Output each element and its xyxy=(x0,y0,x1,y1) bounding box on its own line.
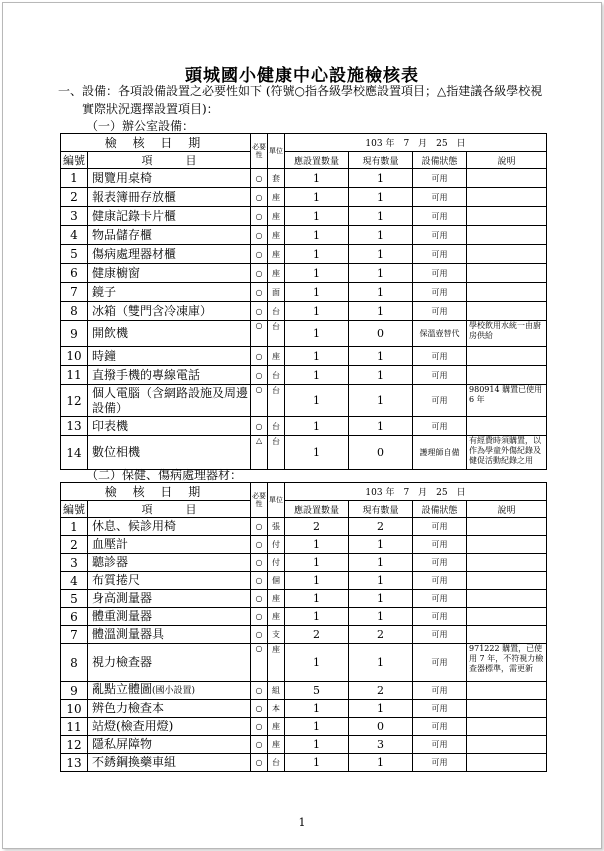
item-name: 冰箱（雙門含冷凍庫） xyxy=(88,302,251,321)
table-row xyxy=(61,385,547,417)
item-name: 布質捲尺 xyxy=(88,572,251,590)
required-mark: ○ xyxy=(251,347,268,366)
required-mark: ○ xyxy=(251,417,268,436)
status: 可用 xyxy=(413,188,467,207)
row-number: 14 xyxy=(61,436,88,470)
qty-current: 1 xyxy=(349,283,413,302)
qty-required: 1 xyxy=(285,385,349,417)
row-number: 12 xyxy=(61,736,88,754)
table-row xyxy=(61,590,547,608)
item-name: 直撥手機的專線電話 xyxy=(88,366,251,385)
status: 可用 xyxy=(413,536,467,554)
qty-current: 1 xyxy=(349,385,413,417)
qty-required: 1 xyxy=(285,207,349,226)
note xyxy=(467,366,547,385)
table-row xyxy=(61,436,547,470)
note xyxy=(467,590,547,608)
row-number: 3 xyxy=(61,554,88,572)
note xyxy=(467,536,547,554)
status: 保溫壺替代 xyxy=(413,321,467,347)
row-number: 6 xyxy=(61,608,88,626)
unit: 座 xyxy=(268,245,285,264)
table-row xyxy=(61,302,547,321)
qty-required: 1 xyxy=(285,366,349,385)
row-number: 2 xyxy=(61,536,88,554)
note: 971222 購置，已使用 7 年，不符視力檢查器標準，需更新 xyxy=(467,644,547,682)
status: 可用 xyxy=(413,518,467,536)
unit: 台 xyxy=(268,366,285,385)
qty-current: 1 xyxy=(349,347,413,366)
row-number: 6 xyxy=(61,264,88,283)
required-mark: ○ xyxy=(251,264,268,283)
qty-current: 0 xyxy=(349,718,413,736)
item-name: 印表機 xyxy=(88,417,251,436)
qty-current: 1 xyxy=(349,245,413,264)
status: 可用 xyxy=(413,572,467,590)
header-check-date: 檢 核 日 期 xyxy=(61,134,251,152)
status: 可用 xyxy=(413,264,467,283)
unit: 座 xyxy=(268,736,285,754)
table-row xyxy=(61,736,547,754)
item-name xyxy=(88,682,251,700)
header-number: 編號 xyxy=(61,152,88,169)
qty-current: 1 xyxy=(349,207,413,226)
qty-current: 1 xyxy=(349,366,413,385)
table-row xyxy=(61,554,547,572)
qty-required: 1 xyxy=(285,572,349,590)
qty-current: 2 xyxy=(349,682,413,700)
required-mark: ○ xyxy=(251,385,268,417)
note xyxy=(467,417,547,436)
table-row xyxy=(61,644,547,682)
status: 可用 xyxy=(413,245,467,264)
item-name-text: 亂點立體圖 xyxy=(92,682,153,696)
header-qty-required: 應設置數量 xyxy=(285,152,349,169)
unit: 個 xyxy=(268,572,285,590)
qty-required: 5 xyxy=(285,682,349,700)
status: 可用 xyxy=(413,608,467,626)
note xyxy=(467,302,547,321)
item-name: 報表簿冊存放櫃 xyxy=(88,188,251,207)
qty-required: 1 xyxy=(285,554,349,572)
required-mark: ○ xyxy=(251,207,268,226)
item-name: 開飲機 xyxy=(88,321,251,347)
qty-required: 1 xyxy=(285,245,349,264)
header-check-date: 檢 核 日 期 xyxy=(61,483,251,501)
item-name: 數位相機 xyxy=(88,436,251,470)
unit: 本 xyxy=(268,700,285,718)
note: 有經費時須購置，以作為學童外傷紀錄及健促活動紀錄之用 xyxy=(467,436,547,470)
unit: 支 xyxy=(268,626,285,644)
note xyxy=(467,608,547,626)
item-name-suffix: (國小設置) xyxy=(152,686,196,696)
status: 可用 xyxy=(413,626,467,644)
table-row xyxy=(61,169,547,188)
row-number: 7 xyxy=(61,283,88,302)
unit: 台 xyxy=(268,302,285,321)
table-row xyxy=(61,321,547,347)
row-number: 3 xyxy=(61,207,88,226)
row-number: 5 xyxy=(61,245,88,264)
note xyxy=(467,626,547,644)
header-qty-required: 應設置數量 xyxy=(285,501,349,518)
item-name: 聽診器 xyxy=(88,554,251,572)
table-row xyxy=(61,417,547,436)
unit: 台 xyxy=(268,754,285,772)
section-2-label: （二）保健、傷病處理器材： xyxy=(86,468,243,482)
qty-required: 1 xyxy=(285,644,349,682)
required-mark: ○ xyxy=(251,608,268,626)
qty-current: 1 xyxy=(349,302,413,321)
status: 可用 xyxy=(413,754,467,772)
qty-current: 1 xyxy=(349,264,413,283)
table-row xyxy=(61,754,547,772)
note: 學校飲用水統一由廚房供給 xyxy=(467,321,547,347)
unit: 座 xyxy=(268,188,285,207)
qty-current: 1 xyxy=(349,644,413,682)
note xyxy=(467,700,547,718)
required-mark: ○ xyxy=(251,518,268,536)
item-name: 不銹鋼換藥車組 xyxy=(88,754,251,772)
table-row xyxy=(61,572,547,590)
table-row xyxy=(61,700,547,718)
qty-current: 1 xyxy=(349,417,413,436)
qty-current: 1 xyxy=(349,590,413,608)
unit: 台 xyxy=(268,417,285,436)
row-number: 5 xyxy=(61,590,88,608)
note xyxy=(467,554,547,572)
qty-required: 1 xyxy=(285,283,349,302)
qty-required: 1 xyxy=(285,608,349,626)
status: 可用 xyxy=(413,169,467,188)
qty-current: 1 xyxy=(349,188,413,207)
table-row xyxy=(61,283,547,302)
row-number: 7 xyxy=(61,626,88,644)
item-name: 體重測量器 xyxy=(88,608,251,626)
section-1-label: （一）辦公室設備： xyxy=(86,119,195,133)
row-number: 9 xyxy=(61,321,88,347)
unit: 座 xyxy=(268,207,285,226)
row-number: 8 xyxy=(61,644,88,682)
unit: 台 xyxy=(268,436,285,470)
note xyxy=(467,264,547,283)
qty-required: 1 xyxy=(285,188,349,207)
note: 980914 購置已使用 6 年 xyxy=(467,385,547,417)
qty-required: 1 xyxy=(285,417,349,436)
unit: 套 xyxy=(268,169,285,188)
qty-current: 0 xyxy=(349,321,413,347)
unit: 張 xyxy=(268,518,285,536)
note xyxy=(467,682,547,700)
header-status: 設備狀態 xyxy=(413,501,467,518)
note xyxy=(467,347,547,366)
qty-required: 1 xyxy=(285,590,349,608)
unit: 座 xyxy=(268,718,285,736)
item-name: 站燈(檢查用燈) xyxy=(88,718,251,736)
note xyxy=(467,188,547,207)
required-mark: ○ xyxy=(251,590,268,608)
qty-required: 1 xyxy=(285,436,349,470)
required-mark: ○ xyxy=(251,554,268,572)
row-number: 11 xyxy=(61,366,88,385)
item-name: 物品儲存櫃 xyxy=(88,226,251,245)
qty-current: 1 xyxy=(349,608,413,626)
row-number: 13 xyxy=(61,754,88,772)
row-number: 2 xyxy=(61,188,88,207)
row-number: 8 xyxy=(61,302,88,321)
item-name: 健康記錄卡片櫃 xyxy=(88,207,251,226)
required-mark: ○ xyxy=(251,682,268,700)
unit: 座 xyxy=(268,226,285,245)
qty-current: 1 xyxy=(349,536,413,554)
qty-required: 1 xyxy=(285,169,349,188)
qty-required: 2 xyxy=(285,626,349,644)
required-mark: ○ xyxy=(251,644,268,682)
required-mark: ○ xyxy=(251,321,268,347)
row-number: 10 xyxy=(61,347,88,366)
row-number: 13 xyxy=(61,417,88,436)
note xyxy=(467,207,547,226)
qty-required: 1 xyxy=(285,536,349,554)
required-mark: ○ xyxy=(251,536,268,554)
unit: 付 xyxy=(268,536,285,554)
qty-current: 3 xyxy=(349,736,413,754)
item-name: 傷病處理器材櫃 xyxy=(88,245,251,264)
intro-line-2: 實際狀況選擇設置項目)： xyxy=(82,102,219,116)
page-number: 1 xyxy=(298,816,306,829)
table-row xyxy=(61,245,547,264)
header-item: 項 目 xyxy=(88,501,251,518)
unit: 座 xyxy=(268,347,285,366)
row-number: 1 xyxy=(61,518,88,536)
row-number: 12 xyxy=(61,385,88,417)
unit: 座 xyxy=(268,590,285,608)
required-mark: ○ xyxy=(251,302,268,321)
row-number: 9 xyxy=(61,682,88,700)
item-name: 身高測量器 xyxy=(88,590,251,608)
table-row xyxy=(61,518,547,536)
table-row xyxy=(61,718,547,736)
table-row xyxy=(61,536,547,554)
required-mark: ○ xyxy=(251,700,268,718)
status: 可用 xyxy=(413,347,467,366)
item-name: 鏡子 xyxy=(88,283,251,302)
status: 可用 xyxy=(413,590,467,608)
table-row xyxy=(61,608,547,626)
note xyxy=(467,754,547,772)
qty-current: 1 xyxy=(349,700,413,718)
required-mark: ○ xyxy=(251,226,268,245)
header-required: 必要性 xyxy=(251,483,268,518)
row-number: 10 xyxy=(61,700,88,718)
health-care-equipment-table xyxy=(60,482,547,772)
unit: 台 xyxy=(268,385,285,417)
header-note: 說明 xyxy=(467,501,547,518)
status: 可用 xyxy=(413,226,467,245)
header-unit: 單位 xyxy=(268,134,285,169)
required-mark: △ xyxy=(251,436,268,470)
note xyxy=(467,518,547,536)
qty-current: 0 xyxy=(349,436,413,470)
item-name: 隱私屏障物 xyxy=(88,736,251,754)
status: 可用 xyxy=(413,385,467,417)
header-note: 說明 xyxy=(467,152,547,169)
header-required: 必要性 xyxy=(251,134,268,169)
qty-current: 1 xyxy=(349,754,413,772)
unit: 座 xyxy=(268,264,285,283)
qty-required: 1 xyxy=(285,264,349,283)
header-date: 103 年 7 月 25 日 xyxy=(285,134,547,152)
item-name: 健康櫥窗 xyxy=(88,264,251,283)
unit: 付 xyxy=(268,554,285,572)
required-mark: ○ xyxy=(251,718,268,736)
header-qty-current: 現有數量 xyxy=(349,501,413,518)
required-mark: ○ xyxy=(251,169,268,188)
status: 護理師自備 xyxy=(413,436,467,470)
status: 可用 xyxy=(413,700,467,718)
status: 可用 xyxy=(413,554,467,572)
unit: 面 xyxy=(268,283,285,302)
note xyxy=(467,572,547,590)
qty-required: 1 xyxy=(285,347,349,366)
table-row xyxy=(61,207,547,226)
qty-current: 1 xyxy=(349,169,413,188)
table-row xyxy=(61,347,547,366)
qty-required: 1 xyxy=(285,736,349,754)
qty-current: 1 xyxy=(349,572,413,590)
header-number: 編號 xyxy=(61,501,88,518)
item-name: 血壓計 xyxy=(88,536,251,554)
qty-required: 2 xyxy=(285,518,349,536)
required-mark: ○ xyxy=(251,188,268,207)
row-number: 4 xyxy=(61,226,88,245)
unit: 座 xyxy=(268,608,285,626)
row-number: 1 xyxy=(61,169,88,188)
table-row xyxy=(61,626,547,644)
note xyxy=(467,736,547,754)
intro-line-1: 一、設備：各項設備設置之必要性如下 (符號○指各級學校應設置項目；△指建議各級學校視 xyxy=(58,84,543,98)
item-name: 個人電腦（含網路設施及周邊設備） xyxy=(88,385,251,417)
table-row xyxy=(61,226,547,245)
note xyxy=(467,283,547,302)
required-mark: ○ xyxy=(251,626,268,644)
header-unit: 單位 xyxy=(268,483,285,518)
status: 可用 xyxy=(413,644,467,682)
qty-current: 1 xyxy=(349,554,413,572)
qty-current: 2 xyxy=(349,518,413,536)
item-name: 閱覽用桌椅 xyxy=(88,169,251,188)
status: 可用 xyxy=(413,207,467,226)
required-mark: ○ xyxy=(251,736,268,754)
header-item: 項 目 xyxy=(88,152,251,169)
status: 可用 xyxy=(413,736,467,754)
required-mark: ○ xyxy=(251,366,268,385)
unit: 組 xyxy=(268,682,285,700)
item-name: 時鐘 xyxy=(88,347,251,366)
row-number: 11 xyxy=(61,718,88,736)
row-number: 4 xyxy=(61,572,88,590)
status: 可用 xyxy=(413,682,467,700)
item-name: 休息、候診用椅 xyxy=(88,518,251,536)
status: 可用 xyxy=(413,366,467,385)
table-row xyxy=(61,188,547,207)
qty-required: 1 xyxy=(285,302,349,321)
qty-required: 1 xyxy=(285,226,349,245)
required-mark: ○ xyxy=(251,283,268,302)
qty-required: 1 xyxy=(285,321,349,347)
qty-required: 1 xyxy=(285,718,349,736)
status: 可用 xyxy=(413,718,467,736)
table-row xyxy=(61,264,547,283)
table-row xyxy=(61,366,547,385)
header-qty-current: 現有數量 xyxy=(349,152,413,169)
header-status: 設備狀態 xyxy=(413,152,467,169)
header-date: 103 年 7 月 25 日 xyxy=(285,483,547,501)
qty-required: 1 xyxy=(285,700,349,718)
item-name: 辨色力檢查本 xyxy=(88,700,251,718)
qty-current: 1 xyxy=(349,226,413,245)
item-name: 視力檢查器 xyxy=(88,644,251,682)
page-title: 頭城國小健康中心設施檢核表 xyxy=(185,66,419,86)
qty-required: 1 xyxy=(285,754,349,772)
status: 可用 xyxy=(413,417,467,436)
required-mark: ○ xyxy=(251,245,268,264)
status: 可用 xyxy=(413,283,467,302)
unit: 座 xyxy=(268,644,285,682)
office-equipment-table xyxy=(60,133,547,470)
table-row xyxy=(61,682,547,700)
note xyxy=(467,226,547,245)
note xyxy=(467,169,547,188)
status: 可用 xyxy=(413,302,467,321)
note xyxy=(467,718,547,736)
unit: 台 xyxy=(268,321,285,347)
item-name: 體溫測量器具 xyxy=(88,626,251,644)
qty-current: 2 xyxy=(349,626,413,644)
required-mark: ○ xyxy=(251,572,268,590)
note xyxy=(467,245,547,264)
required-mark: ○ xyxy=(251,754,268,772)
